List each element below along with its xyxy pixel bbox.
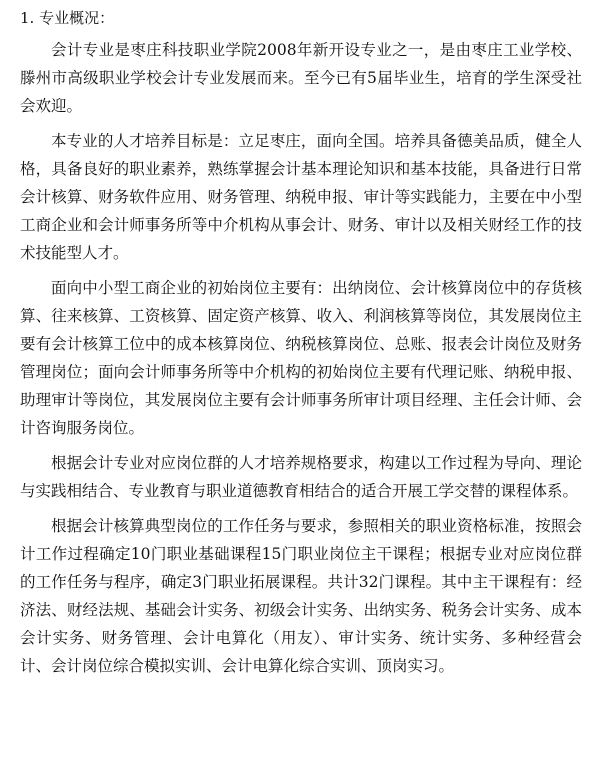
paragraph-training-goal: 本专业的人才培养目标是：立足枣庄，面向全国。培养具备德美品质，健全人格，具备良好的职业素养，熟练掌握会计基本理论知识和基本技能，具备进行日常会计核算、财务软件应用、财务管理、纳税申报、审计等实践能力，主要在中小型工商企业和会计师事务所等中介机构从事会计、财务、审计以及相关财经工作的技术技能型人才。 <box>20 132 582 262</box>
paragraph-curriculum-system: 根据会计专业对应岗位群的人才培养规格要求，构建以工作过程为导向、理论与实践相结合、专业教育与职业道德教育相结合的适合开展工学交替的课程体系。 <box>20 454 582 500</box>
paragraph-job-positions: 面向中小型工商企业的初始岗位主要有：出纳岗位、会计核算岗位中的存货核算、往来核算、工资核算、固定资产核算、收入、利润核算等岗位，其发展岗位主要有会计核算工位中的成本核算岗位、纳税核算岗位、总账、报表会计岗位及财务管理岗位；面向会计师事务所等中介机构的初始岗位主要有代理记账、纳税申报、助理审计等岗位，其发展岗位主要有会计师事务所审计项目经理、主任会计师、会计咨询服务岗位。 <box>20 279 582 437</box>
section-heading: 1. 专业概况： <box>20 9 115 27</box>
paragraph-overview: 会计专业是枣庄科技职业学院2008年新开设专业之一，是由枣庄工业学校、滕州市高级职业学校会计专业发展而来。至今已有5届毕业生，培育的学生深受社会欢迎。 <box>20 41 582 115</box>
paragraph-courses: 根据会计核算典型岗位的工作任务与要求，参照相关的职业资格标准，按照会计工作过程确定10门职业基础课程15门职业岗位主干课程；根据专业对应岗位群的工作任务与程序，确定3门职业拓展课程。共计32门课程。其中主干课程有：经济法、财经法规、基础会计实务、初级会计实务、出纳实务、税务会计实务、成本会计实务、财务管理、会计电算化（用友）、审计实务、统计实务、多种经营会计、会计岗位综合模拟实训、会计电算化综合实训、顶岗实习。 <box>20 517 582 675</box>
